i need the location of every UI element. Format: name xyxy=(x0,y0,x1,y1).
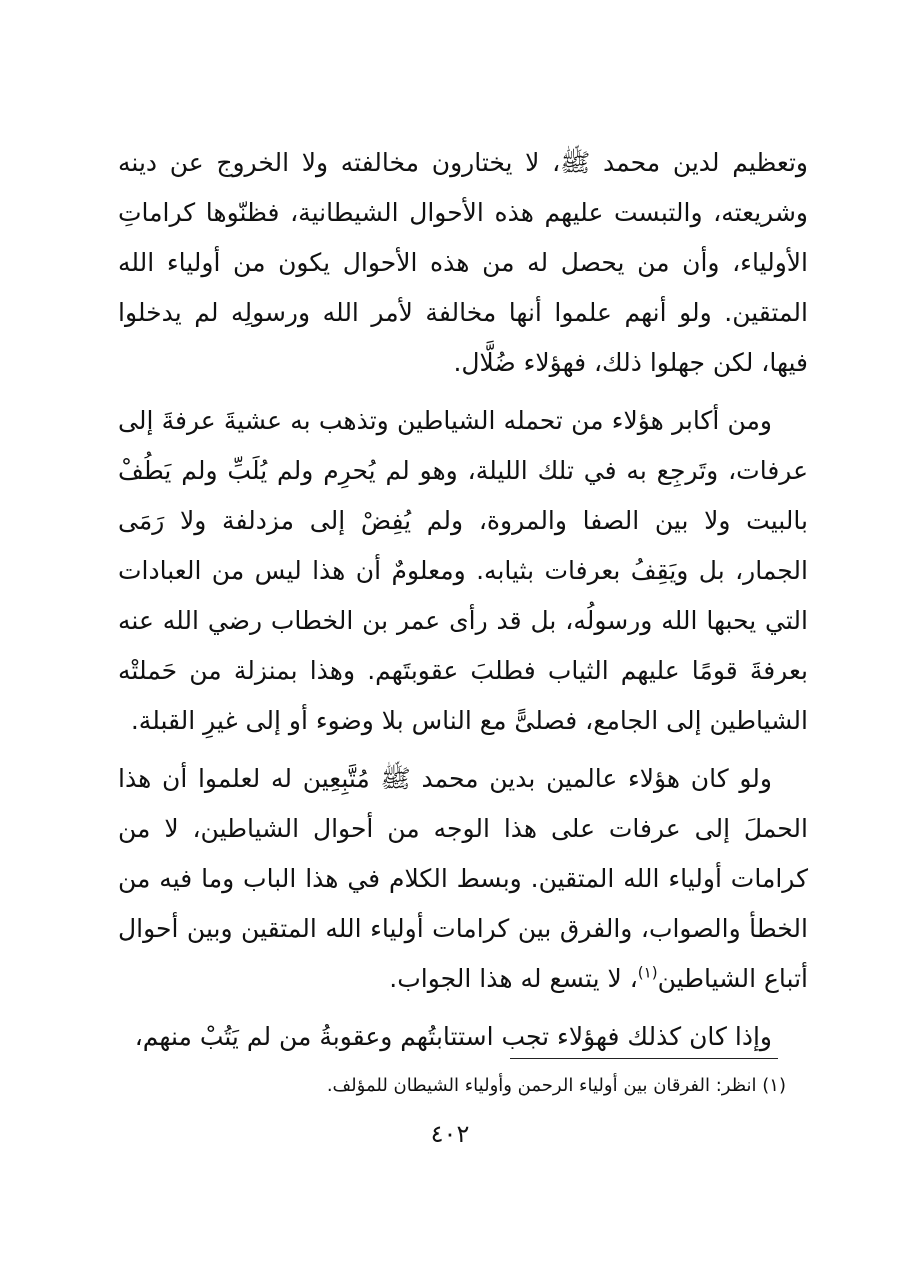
footnote-reference[interactable]: (١) xyxy=(637,963,658,982)
main-text xyxy=(118,138,808,1070)
paragraph-3-text-start: ولو كان هؤلاء عالمين بدين محمد ﷺ مُتَّبِعِين له لعلموا أن هذا الحملَ إلى عرفات على هذا الوجه من أحوال الشياطين، لا من كرامات أولياء الله المتقين. وبسط الكلام في هذا الباب وما فيه من الخطأ والصواب، والفرق بين كرامات أولياء الله المتقين وبين أحوال أتباع الشياطين xyxy=(118,764,808,993)
footnote xyxy=(118,1072,786,1100)
paragraph-4-text: وإذا كان كذلك فهؤلاء تجب استتابتُهم وعقوبةُ من لم يَتُبْ منهم، xyxy=(134,1022,772,1051)
footnote-text: انظر: الفرقان بين أولياء الرحمن وأولياء الشيطان للمؤلف. xyxy=(326,1075,757,1096)
paragraph-2 xyxy=(118,396,808,746)
paragraph-3 xyxy=(118,754,808,1004)
footnote-divider xyxy=(510,1058,778,1059)
footnote-marker: (١) xyxy=(762,1075,786,1096)
paragraph-2-text: ومن أكابر هؤلاء من تحمله الشياطين وتذهب به عشيةَ عرفةَ إلى عرفات، وتَرجِع به في تلك الليلة، وهو لم يُحرِم ولم يُلَبِّ ولم يَطُفْ بالبيت ولا بين الصفا والمروة، ولم يُفِضْ إلى مزدلفة ولا رَمَى الجمار، بل ويَقِفُ بعرفات بثيابه. ومعلومٌ أن هذا ليس من العبادات التي يحبها الله ورسولُه، بل قد رأى عمر بن الخطاب رضي الله عنه بعرفةَ قومًا عليهم الثياب فطلبَ عقوبتَهم. وهذا بمنزلة من حَملتْه الشياطين إلى الجامع، فصلىًّ مع الناس بلا وضوء أو إلى غيرِ القبلة. xyxy=(118,406,808,735)
paragraph-4 xyxy=(118,1012,808,1062)
paragraph-3-text-end: ، لا يتسع له هذا الجواب. xyxy=(389,964,638,993)
paragraph-1-text: وتعظيم لدين محمد ﷺ، لا يختارون مخالفته ولا الخروج عن دينه وشريعته، والتبست عليهم هذه الأحوال الشيطانية، فظنّوها كراماتِ الأولياء، وأن من يحصل له من هذه الأحوال يكون من أولياء الله المتقين. ولو أنهم علموا أنها مخالفة لأمر الله ورسولِه لم يدخلوا فيها، لكن جهلوا ذلك، فهؤلاء ضُلَّال. xyxy=(118,148,808,377)
paragraph-1 xyxy=(118,138,808,388)
page-number: ٤٠٢ xyxy=(430,1120,470,1148)
